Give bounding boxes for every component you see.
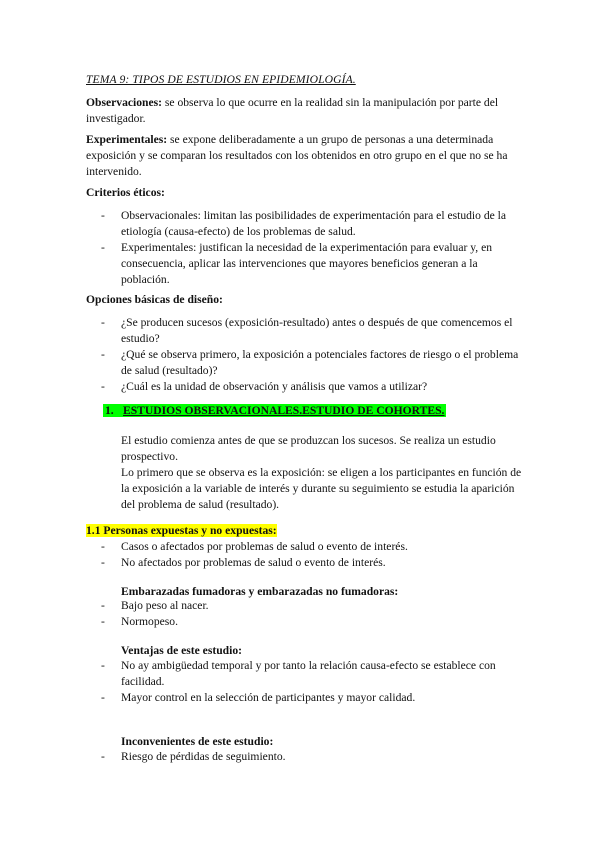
dash-bullet: -	[101, 540, 105, 553]
embarazadas-list	[86, 598, 526, 630]
experimentales-text: se expone deliberadamente a un grupo de personas a una determinada exposición y se comparan los resultados con los obtenidos en otro grupo en el que no se ha intervenido.	[86, 133, 508, 178]
observaciones-label: Observaciones:	[86, 96, 162, 109]
dash-bullet: -	[101, 556, 105, 569]
list-item: - Normopeso.	[101, 615, 178, 628]
list-item: - Bajo peso al nacer.	[101, 599, 209, 612]
subsection-1-1-heading	[86, 523, 277, 539]
section-1-para-1: El estudio comienza antes de que se produzcan los sucesos. Se realiza un estudio prospectivo.	[121, 434, 496, 463]
dash-bullet: -	[101, 209, 105, 222]
green-highlight	[103, 404, 446, 417]
subsection-1-1-list	[86, 539, 526, 571]
list-item: - No ay ambigüedad temporal y por tanto la relación causa-efecto se establece con facilidad.	[101, 659, 496, 688]
criterios-heading: Criterios éticos:	[86, 186, 165, 199]
dash-bullet: -	[101, 599, 105, 612]
experimentales-label: Experimentales:	[86, 133, 168, 146]
list-item: - Observacionales: limitan las posibilidades de experimentación para el estudio de la etiología (causa-efecto) de los problemas de salud.	[101, 209, 507, 238]
section-1-number: 1.	[105, 404, 114, 417]
list-item: - ¿Cuál es la unidad de observación y análisis que vamos a utilizar?	[101, 380, 428, 393]
list-item: - ¿Se producen sucesos (exposición-resultado) antes o después de que comencemos el estudio?	[101, 316, 513, 345]
opciones-list	[86, 315, 526, 395]
opciones-heading: Opciones básicas de diseño:	[86, 293, 223, 306]
dash-bullet: -	[101, 380, 105, 393]
inconvenientes-heading: Inconvenientes de este estudio:	[121, 735, 274, 748]
dash-bullet: -	[101, 241, 105, 254]
list-item: - Casos o afectados por problemas de salud o evento de interés.	[101, 540, 408, 553]
list-item: - ¿Qué se observa primero, la exposición a potenciales factores de riesgo o el problema de salud (resultado)?	[101, 348, 519, 377]
yellow-highlight: 1.1 Personas expuestas y no expuestas:	[86, 524, 277, 537]
list-item: - Mayor control en la selección de participantes y mayor calidad.	[101, 691, 416, 704]
ventajas-list	[86, 658, 526, 706]
list-item: - No afectados por problemas de salud o evento de interés.	[101, 556, 386, 569]
document-title: TEMA 9: TIPOS DE ESTUDIOS EN EPIDEMIOLOGÍA.	[86, 73, 356, 86]
dash-bullet: -	[101, 659, 105, 672]
section-1-title: ESTUDIOS OBSERVACIONALES.ESTUDIO DE COHORTES.	[123, 404, 445, 417]
list-item: - Riesgo de pérdidas de seguimiento.	[101, 750, 286, 763]
dash-bullet: -	[101, 750, 105, 763]
list-item: - Experimentales: justifican la necesidad de la experimentación para evaluar y, en consecuencia, aplicar las intervenciones que mayores beneficios generan a la población.	[101, 241, 493, 286]
dash-bullet: -	[101, 615, 105, 628]
embarazadas-heading: Embarazadas fumadoras y embarazadas no fumadoras:	[121, 585, 399, 598]
observaciones-text: se observa lo que ocurre en la realidad sin la manipulación por parte del investigador.	[86, 96, 499, 125]
criterios-list	[86, 208, 526, 288]
inconvenientes-list	[86, 749, 526, 765]
ventajas-heading: Ventajas de este estudio:	[121, 644, 242, 657]
section-1-para-2: Lo primero que se observa es la exposición: se eligen a los participantes en función de la exposición a la variable de interés y durante su seguimiento se estudia la aparición del problema de salud (resultado).	[121, 466, 522, 511]
section-1-heading	[103, 403, 446, 419]
observaciones-paragraph	[86, 95, 526, 127]
dash-bullet: -	[101, 691, 105, 704]
experimentales-paragraph	[86, 132, 526, 180]
dash-bullet: -	[101, 316, 105, 329]
dash-bullet: -	[101, 348, 105, 361]
